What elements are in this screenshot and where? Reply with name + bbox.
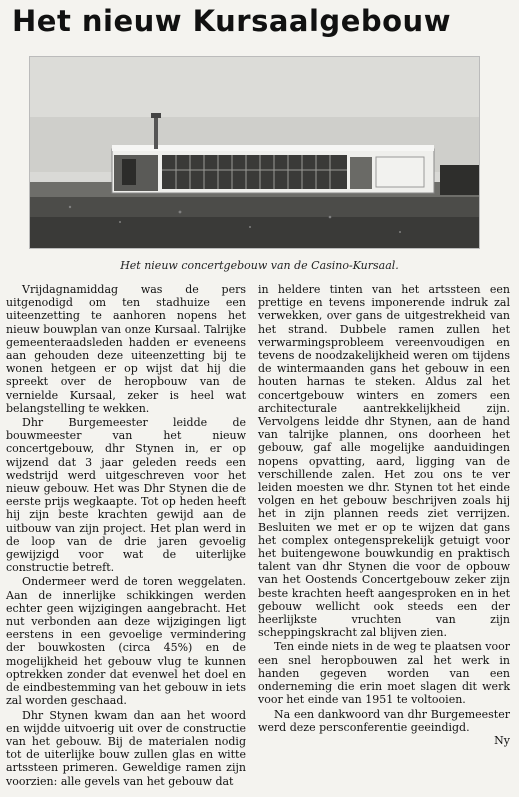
paragraph: Na een dankwoord van dhr Burgemeester werd deze persconferentie geeindigd.: [258, 707, 510, 734]
author-signoff: Ny: [494, 733, 510, 747]
paragraph: Ten einde niets in de weg te plaatsen voor een snel heropbouwen zal het werk in handen gegeven worden van een onderneming die erin moet slagen dit werk voor het einde van 1951 te voltooien.: [258, 640, 510, 707]
left-column: [6, 283, 246, 788]
concert-building-photo: [29, 56, 480, 249]
paragraph: Ondermeer werd de toren weggelaten. Aan de innerlijke schikkingen werden echter geen wijzigingen aangebracht. Het nut verbonden aan deze wijzigingen ligt eerstens in een gevoelige vermindering der bouwkosten (circa 45%) en de mogelijkheid het gebouw vlug te kunnen optrekken zonder dat evenwel het doel en de eindbestemming van het gebouw in iets zal worden geschaad.: [6, 575, 246, 708]
article-headline: Het nieuw Kursaalgebouw: [12, 4, 451, 38]
right-column: [258, 283, 510, 747]
paragraph: in heldere tinten van het artssteen een prettige en tevens imponerende indruk zal verwekken, over gans de uitgestrekheid van het strand. Dubbele ramen zullen het verwarmingsprobleem vereenvoudigen en tevens de noodzakelijkheid weren om tijdens de wintermaanden gans het gebouw in een houten harnas te steken. Aldus zal het concertgebouw winters en zomers een architecturale aantrekkelijkheid zijn. Vervolgens leidde dhr Stynen, aan de hand van talrijke plannen, ons doorheen het gebouw, gaf alle mogelijke aanduidingen nopens opvatting, aard, ligging van de verschillende zalen. Het zou ons te ver leiden moesten we dhr. Stynen tot het einde volgen en het gebouw beschrijven zoals hij het in zijn plannen reeds ziet verrijzen. Besluiten we met er op te wijzen dat gans het complex ontegensprekelijk getuigt voor het buitengewone bouwkundig en praktisch talent van dhr Stynen die voor de opbouw van het Oostends Concertgebouw zeker zijn beste krachten heeft aangesproken en in het gebouw wellicht ook steeds een der heerlijkste vruchten van zijn scheppingskracht zal blijven zien.: [258, 283, 510, 640]
paragraph: Vrijdagnamiddag was de pers uitgenodigd om ten stadhuize een uiteenzetting te aanhoren nopens het nieuw bouwplan van onze Kursaal. Talrijke gemeenteraadsleden hadden er eveneens aan gehouden deze uiteenzetting bij te wonen hetgeen er op wijst dat hij die spreekt over de heropbouw van de vernielde Kursaal, zeker is heel wat belangstelling te wekken.: [6, 283, 246, 415]
photo-caption: Het nieuw concertgebouw van de Casino-Kursaal.: [120, 259, 399, 272]
paragraph: Dhr Burgemeester leidde de bouwmeester van het nieuw concertgebouw, dhr Stynen in, er op wijzend dat 3 jaar geleden reeds een wedstrijd werd uitgeschreven voor het nieuw gebouw. Het was Dhr Stynen die de eerste prijs wegkaapte. Tot op heden heeft hij zijn beste krachten gewijd aan de uitbouw van zijn project. Het plan werd in de loop van de drie jaren gevoelig gewijzigd voor wat de uiterlijke constructie betreft.: [6, 416, 246, 575]
paragraph: Dhr Stynen kwam dan aan het woord en wijdde uitvoerig uit over de constructie van het gebouw. Bij de materialen nodig tot de uiterlijke bouw zullen glas en witte artssteen primeren. Geweldige ramen zijn voorzien: alle gevels van het gebouw dat: [6, 708, 246, 788]
